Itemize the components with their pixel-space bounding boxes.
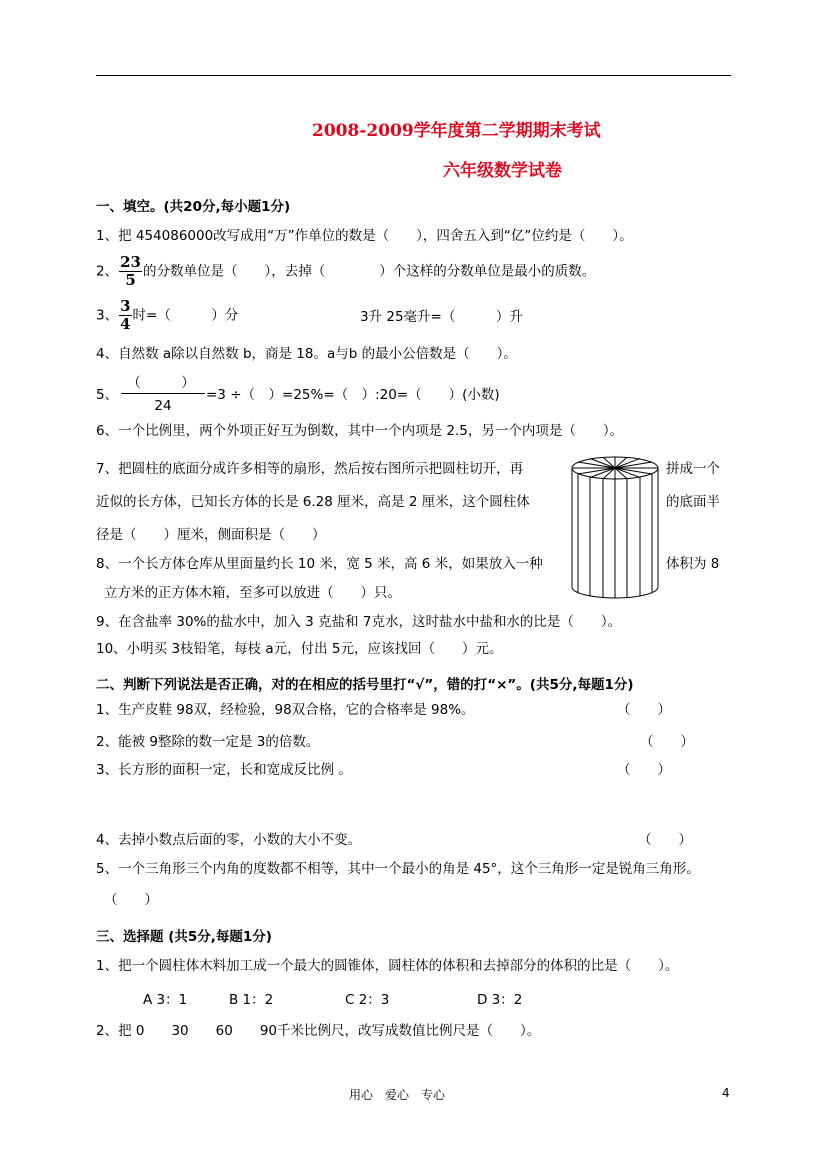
q3-frac-den: 4 bbox=[120, 315, 131, 333]
q5-numerator: （ ） bbox=[127, 375, 195, 391]
s1-question-2 bbox=[96, 254, 595, 289]
q2-prefix: 2、 bbox=[96, 263, 119, 280]
exam-subtitle: 六年级数学试卷 bbox=[443, 161, 562, 181]
s1-question-8-line2: 立方米的正方体木箱，至多可以放进（ ）只。 bbox=[104, 585, 401, 601]
q2-fraction bbox=[119, 254, 142, 289]
s1-question-1: 1、把 454086000改写成用“万”作单位的数是（ ），四舍五入到“亿”位约是（ ）。 bbox=[96, 228, 633, 244]
s1-question-7-line1-right: 拼成一个 bbox=[666, 461, 720, 477]
s1-question-3b: 3升 25毫升=（ ）升 bbox=[360, 309, 523, 325]
s1-question-7-line2: 近似的长方体，已知长方体的长是 6.28 厘米，高是 2 厘米，这个圆柱体 bbox=[96, 494, 530, 510]
q2-frac-den: 5 bbox=[125, 271, 136, 289]
s2-question-5: 5、一个三角形三个内角的度数都不相等，其中一个最小的角是 45°，这个三角形一定是锐角三角形。 bbox=[96, 861, 700, 877]
q2-text: 的分数单位是（ ），去掉（ ）个这样的分数单位是最小的质数。 bbox=[142, 263, 596, 280]
s1-question-7-line2-right: 的底面半 bbox=[666, 494, 720, 510]
s1-question-4: 4、自然数 a除以自然数 b，商是 18。a与b 的最小公倍数是（ ）。 bbox=[96, 346, 517, 362]
cylinder-figure bbox=[570, 455, 660, 600]
s3-q1-option-c: C 2：3 bbox=[345, 992, 390, 1008]
q2-frac-num: 23 bbox=[120, 253, 141, 271]
page-number: 4 bbox=[722, 1086, 730, 1100]
s3-q1-option-b: B 1：2 bbox=[229, 992, 274, 1008]
q5-text: =3 ÷（ ）=25%=（ ）:20=（ ）(小数) bbox=[206, 387, 500, 403]
s1-question-9: 9、在含盐率 30%的盐水中，加入 3 克盐和 7克水，这时盐水中盐和水的比是（ ）。 bbox=[96, 614, 622, 630]
q5-fraction-bar bbox=[121, 393, 205, 394]
s3-question-2: 2、把 0 30 60 90千米比例尺，改写成数值比例尺是（ ）。 bbox=[96, 1023, 541, 1039]
s3-q1-option-d: D 3：2 bbox=[477, 992, 523, 1008]
s3-question-1: 1、把一个圆柱体木料加工成一个最大的圆锥体，圆柱体的体积和去掉部分的体积的比是（ ）。 bbox=[96, 958, 679, 974]
s2-answer-bracket-2: （ ） bbox=[640, 734, 694, 750]
q3-text-a: 时=（ ）分 bbox=[132, 307, 239, 324]
s1-question-8-line1-right: 体积为 8 bbox=[666, 556, 720, 572]
s1-question-8-line1: 8、一个长方体仓库从里面量约长 10 米，宽 5 米，高 6 米，如果放入一种 bbox=[96, 556, 543, 572]
section2-heading: 二、判断下列说法是否正确，对的在相应的括号里打“√”，错的打“×”。(共5分,每题1分) bbox=[96, 677, 634, 693]
exam-title: 2008-2009学年度第二学期期末考试 bbox=[312, 121, 601, 141]
s1-question-7-line1: 7、把圆柱的底面分成许多相等的扇形，然后按右图所示把圆柱切开，再 bbox=[96, 461, 524, 477]
s1-question-6: 6、一个比例里，两个外项正好互为倒数，其中一个内项是 2.5，另一个内项是（ ）。 bbox=[96, 423, 624, 439]
q5-denominator: 24 bbox=[154, 398, 172, 414]
q3-fraction bbox=[119, 298, 131, 333]
s1-question-3 bbox=[96, 298, 238, 333]
s2-answer-bracket-4: （ ） bbox=[638, 832, 692, 848]
s2-question-1: 1、生产皮鞋 98双，经检验，98双合格，它的合格率是 98%。 bbox=[96, 702, 475, 718]
header-rule bbox=[96, 75, 731, 76]
section3-heading: 三、选择题 (共5分,每题1分) bbox=[96, 929, 272, 945]
s1-question-7-line3: 径是（ ）厘米，侧面积是（ ） bbox=[96, 527, 326, 543]
s1-question-10: 10、小明买 3枝铅笔，每枝 a元，付出 5元，应该找回（ ）元。 bbox=[96, 641, 503, 657]
q3-frac-num: 3 bbox=[120, 297, 131, 315]
s2-question-2: 2、能被 9整除的数一定是 3的倍数。 bbox=[96, 734, 320, 750]
s2-question-3: 3、长方形的面积一定，长和宽成反比例 。 bbox=[96, 762, 352, 778]
s2-answer-bracket-1: （ ） bbox=[617, 702, 671, 718]
s2-question-4: 4、去掉小数点后面的零，小数的大小不变。 bbox=[96, 832, 362, 848]
q3-prefix: 3、 bbox=[96, 307, 119, 324]
section1-heading: 一、填空。(共20分,每小题1分) bbox=[96, 199, 291, 215]
page-footer: 用心 爱心 专心 bbox=[349, 1088, 446, 1102]
s2-answer-bracket-3: （ ） bbox=[617, 762, 671, 778]
s3-q1-option-a: A 3：1 bbox=[143, 992, 188, 1008]
q5-prefix: 5、 bbox=[96, 387, 119, 403]
s2-answer-bracket-5: （ ） bbox=[104, 892, 158, 908]
